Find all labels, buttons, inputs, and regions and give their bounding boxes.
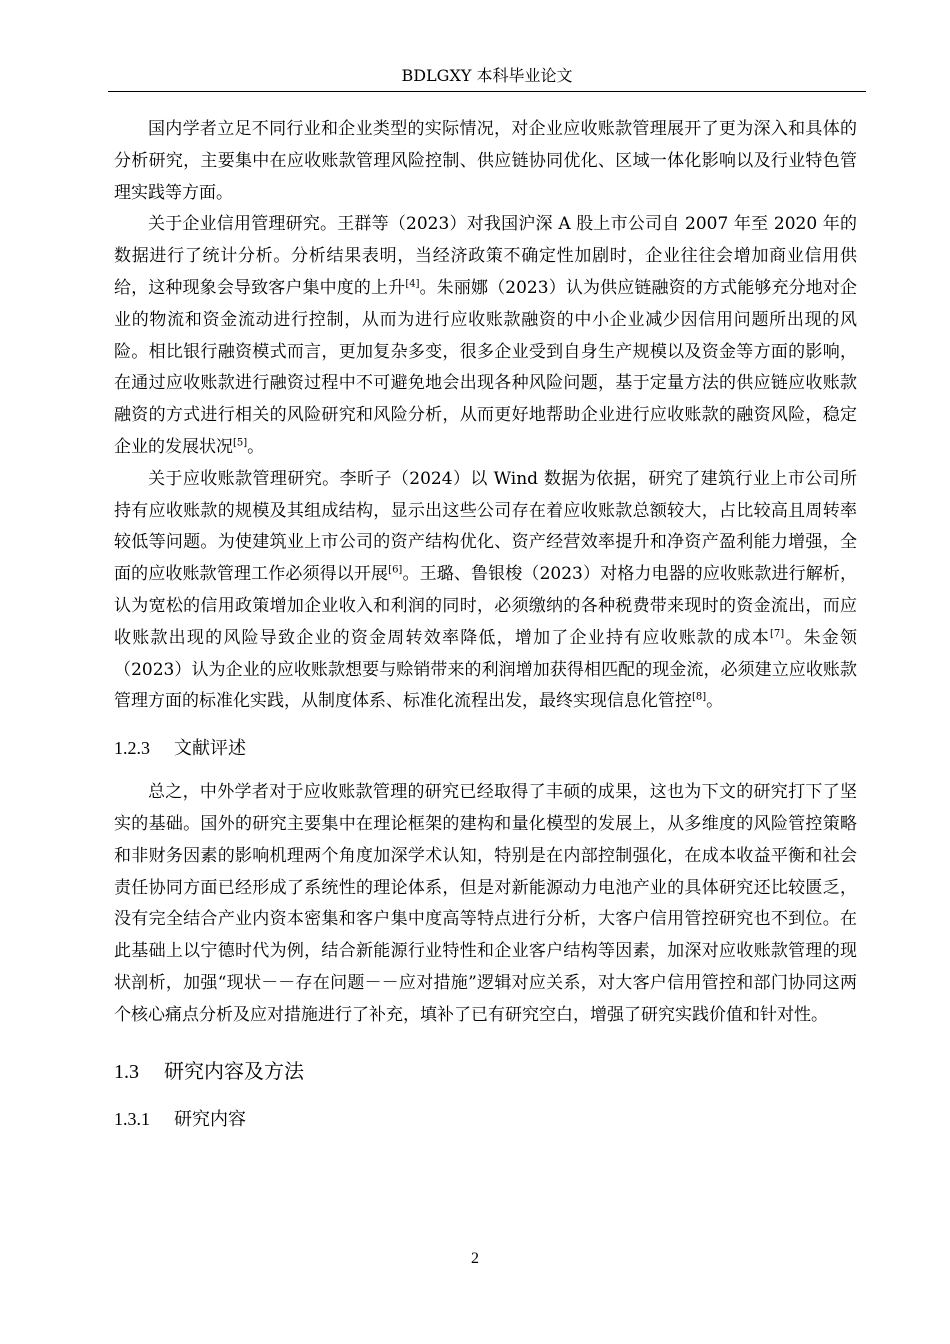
paragraph-domestic-intro: 国内学者立足不同行业和企业类型的实际情况，对企业应收账款管理展开了更为深入和具体的分析研究，主要集中在应收账款管理风险控制、供应链协同优化、区域一体化影响以及行业特色管理实践等方面。	[114, 119, 857, 203]
citation-ref: [6]	[388, 564, 403, 576]
citation-ref: [4]	[405, 278, 420, 290]
section-number: 1.3.1	[114, 1108, 150, 1129]
section-heading-literature-review	[114, 732, 857, 765]
header-title: BDLGXY 本科毕业论文	[401, 66, 573, 85]
section-title: 文献评述	[174, 738, 246, 760]
page-number: 2	[471, 1250, 479, 1267]
section-number: 1.3	[114, 1060, 139, 1083]
paragraph-credit-management: 关于企业信用管理研究。王群等（2023）对我国沪深 A 股上市公司自 2007 年至 2020 年的数据进行了统计分析。分析结果表明，当经济政策不确定性加剧时，企业往往会增加商业信用供给，这种现象会导致客户集中度的上升[4]。朱丽娜（2023）认为供应链融资的方式能够充分地对企业的物流和资金流动进行控制，从而为进行应收账款融资的中小企业减少因信用问题所出现的风险。相比银行融资模式而言，更加复杂多变，很多企业受到自身生产规模以及资金等方面的影响，在通过应收账款进行融资过程中不可避免地会出现各种风险问题，基于定量方法的供应链应收账款融资的方式进行相关的风险研究和风险分析，从而更好地帮助企业进行应收账款的融资风险，稳定企业的发展状况[5]。	[114, 214, 858, 457]
section-heading-research-content	[114, 1103, 857, 1136]
paragraph-receivables-management: 关于应收账款管理研究。李昕子（2024）以 Wind 数据为依据，研究了建筑行业上市公司所持有应收账款的规模及其组成结构，显示出这些公司存在着应收账款总额较大，占比较高且周转率较低等问题。为使建筑业上市公司的资产结构优化、资产经营效率提升和净资产盈利能力增强，全面的应收账款管理工作必须得以开展[6]。王璐、鲁银梭（2023）对格力电器的应收账款进行解析，认为宽松的信用政策增加企业收入和利润的同时，必须缴纳的各种税费带来现时的资金流出，而应收账款出现的风险导致企业的资金周转效率降低，增加了企业持有应收账款的成本[7]。朱金领（2023）认为企业的应收账款想要与赊销带来的利润增加获得相匹配的现金流，必须建立应收账款管理方面的标准化实践，从制度体系、标准化流程出发，最终实现信息化管控[8]。	[114, 468, 858, 712]
page-header	[108, 64, 866, 92]
citation-ref: [7]	[769, 628, 785, 640]
section-number: 1.2.3	[114, 738, 150, 759]
document-body	[114, 114, 857, 1148]
paragraph-summary: 总之，中外学者对于应收账款管理的研究已经取得了丰硕的成果，这也为下文的研究打下了坚实的基础。国外的研究主要集中在理论框架的建构和量化模型的发展上，从多维度的风险管控策略和非财务因素的影响机理两个角度加深学术认知，特别是在内部控制强化，在成本收益平衡和社会责任协同方面已经形成了系统性的理论体系，但是对新能源动力电池产业的具体研究还比较匮乏，没有完全结合产业内资本密集和客户集中度高等特点进行分析，大客户信用管控研究也不到位。在此基础上以宁德时代为例，结合新能源行业特性和企业客户结构等因素，加深对应收账款管理的现状剖析，加强“现状－－存在问题－－应对措施”逻辑对应关系，对大客户信用管控和部门协同这两个核心痛点分析及应对措施进行了补充，填补了已有研究空白，增强了研究实践价值和针对性。	[114, 782, 857, 1025]
citation-ref: [8]	[692, 691, 707, 703]
section-heading-research-content-methods	[114, 1054, 857, 1089]
section-title: 研究内容及方法	[164, 1058, 304, 1083]
citation-ref: [5]	[233, 437, 248, 449]
section-title: 研究内容	[174, 1108, 246, 1130]
